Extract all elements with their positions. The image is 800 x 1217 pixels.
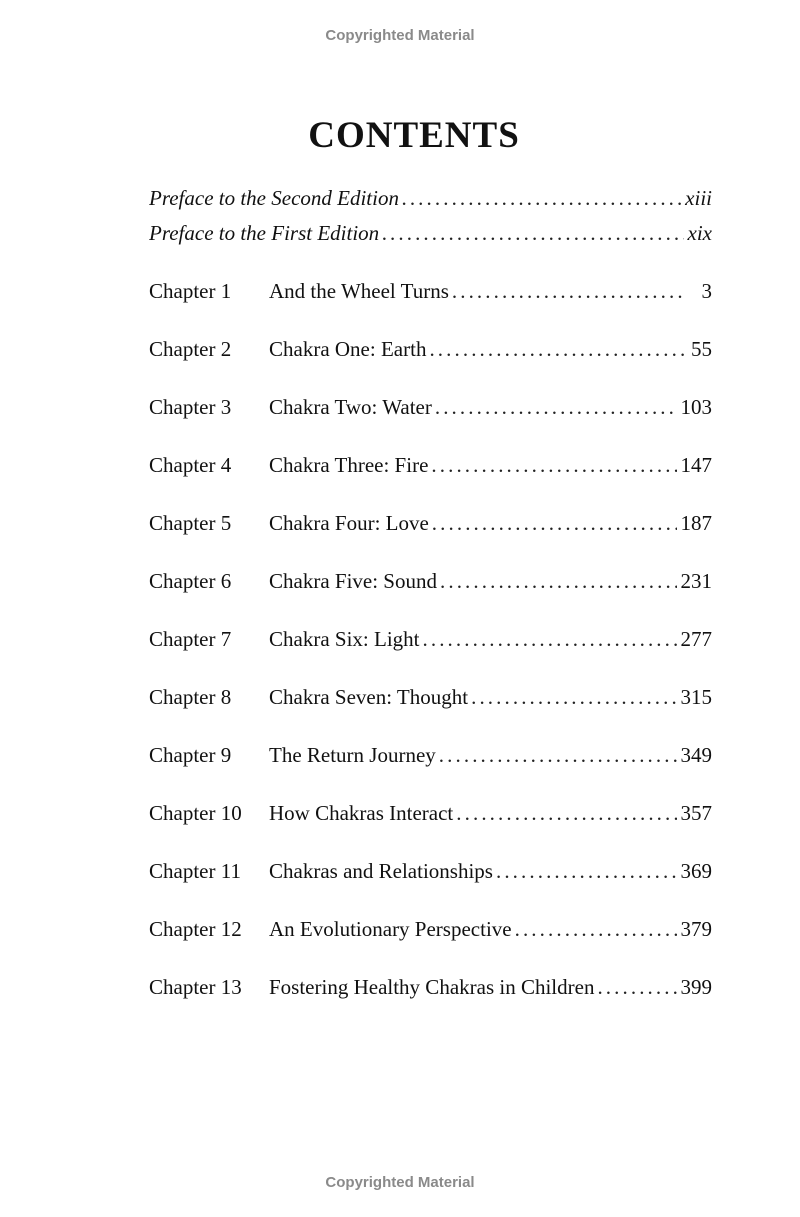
copyright-watermark-top: Copyrighted Material xyxy=(325,27,475,44)
toc-chapter-4[interactable] xyxy=(149,453,712,483)
toc-page-number: 357 xyxy=(680,801,712,825)
dot-leader xyxy=(429,337,684,362)
dot-leader xyxy=(496,859,677,884)
dot-leader xyxy=(471,685,676,710)
toc-page-number: 315 xyxy=(680,685,712,709)
toc-entry-title: An Evolutionary Perspective xyxy=(269,917,512,941)
toc-chapter-label: Chapter 8 xyxy=(149,685,232,709)
toc-chapter-6[interactable] xyxy=(149,569,712,599)
page-title: CONTENTS xyxy=(308,115,520,156)
toc-entry-title: Chakra One: Earth xyxy=(269,337,427,361)
toc-page-number: 3 xyxy=(701,279,712,303)
toc-chapter-3[interactable] xyxy=(149,395,712,425)
dot-leader xyxy=(452,279,684,304)
toc-chapter-13[interactable] xyxy=(149,975,712,1005)
toc-entry-title: The Return Journey xyxy=(269,743,436,767)
toc-chapter-11[interactable] xyxy=(149,859,712,889)
toc-chapter-label: Chapter 10 xyxy=(149,801,242,825)
toc-chapter-label: Chapter 9 xyxy=(149,743,232,767)
toc-page-number: xix xyxy=(687,221,712,245)
toc-page-number: 103 xyxy=(680,395,712,419)
toc-chapter-label: Chapter 7 xyxy=(149,627,232,651)
toc-page-number: 369 xyxy=(680,859,712,883)
toc-chapter-12[interactable] xyxy=(149,917,712,947)
toc-chapter-5[interactable] xyxy=(149,511,712,541)
toc-chapter-7[interactable] xyxy=(149,627,712,657)
toc-page-number: 187 xyxy=(680,511,712,535)
dot-leader xyxy=(382,221,683,246)
dot-leader xyxy=(440,569,677,594)
dot-leader xyxy=(431,453,676,478)
toc-entry-title: Fostering Healthy Chakras in Children xyxy=(269,975,595,999)
dot-leader xyxy=(402,186,681,211)
toc-chapter-label: Chapter 12 xyxy=(149,917,242,941)
dot-leader xyxy=(456,801,676,826)
toc-chapter-label: Chapter 1 xyxy=(149,279,232,303)
toc-chapter-label: Chapter 3 xyxy=(149,395,232,419)
toc-page-number: 147 xyxy=(680,453,712,477)
toc-entry-title: Chakra Six: Light xyxy=(269,627,420,651)
toc-page-number: 55 xyxy=(691,337,712,361)
toc-chapter-9[interactable] xyxy=(149,743,712,773)
toc-preface-first-edition[interactable] xyxy=(149,221,712,251)
toc-page-number: 379 xyxy=(680,917,712,941)
toc-chapter-1[interactable] xyxy=(149,279,712,309)
dot-leader xyxy=(435,395,677,420)
toc-entry-title: Chakra Four: Love xyxy=(269,511,429,535)
toc-preface-second-edition[interactable] xyxy=(149,186,712,216)
dot-leader xyxy=(439,743,677,768)
toc-entry-title: Chakra Two: Water xyxy=(269,395,432,419)
toc-entry-title: How Chakras Interact xyxy=(269,801,454,825)
toc-chapter-label: Chapter 2 xyxy=(149,337,232,361)
toc-chapter-8[interactable] xyxy=(149,685,712,715)
dot-leader xyxy=(423,627,677,652)
toc-entry-title: And the Wheel Turns xyxy=(269,279,449,303)
dot-leader xyxy=(597,975,676,1000)
toc-page-number: 231 xyxy=(680,569,712,593)
toc-entry-title: Chakra Seven: Thought xyxy=(269,685,469,709)
dot-leader xyxy=(515,917,677,942)
toc-chapter-2[interactable] xyxy=(149,337,712,367)
toc-entry-title: Preface to the Second Edition xyxy=(149,186,399,210)
toc-chapter-10[interactable] xyxy=(149,801,712,831)
toc-page-number: 349 xyxy=(680,743,712,767)
toc-entry-title: Chakra Five: Sound xyxy=(269,569,437,593)
copyright-watermark-bottom: Copyrighted Material xyxy=(325,1174,475,1191)
toc-page-number: 399 xyxy=(680,975,712,999)
toc-entry-title: Preface to the First Edition xyxy=(149,221,380,245)
toc-page-number: xiii xyxy=(685,186,712,210)
toc-chapter-label: Chapter 5 xyxy=(149,511,232,535)
toc-chapter-label: Chapter 11 xyxy=(149,859,241,883)
toc-chapter-label: Chapter 4 xyxy=(149,453,232,477)
toc-entry-title: Chakra Three: Fire xyxy=(269,453,429,477)
toc-page-number: 277 xyxy=(680,627,712,651)
toc-entry-title: Chakras and Relationships xyxy=(269,859,493,883)
dot-leader xyxy=(432,511,677,536)
toc-chapter-label: Chapter 13 xyxy=(149,975,242,999)
toc-chapter-label: Chapter 6 xyxy=(149,569,232,593)
